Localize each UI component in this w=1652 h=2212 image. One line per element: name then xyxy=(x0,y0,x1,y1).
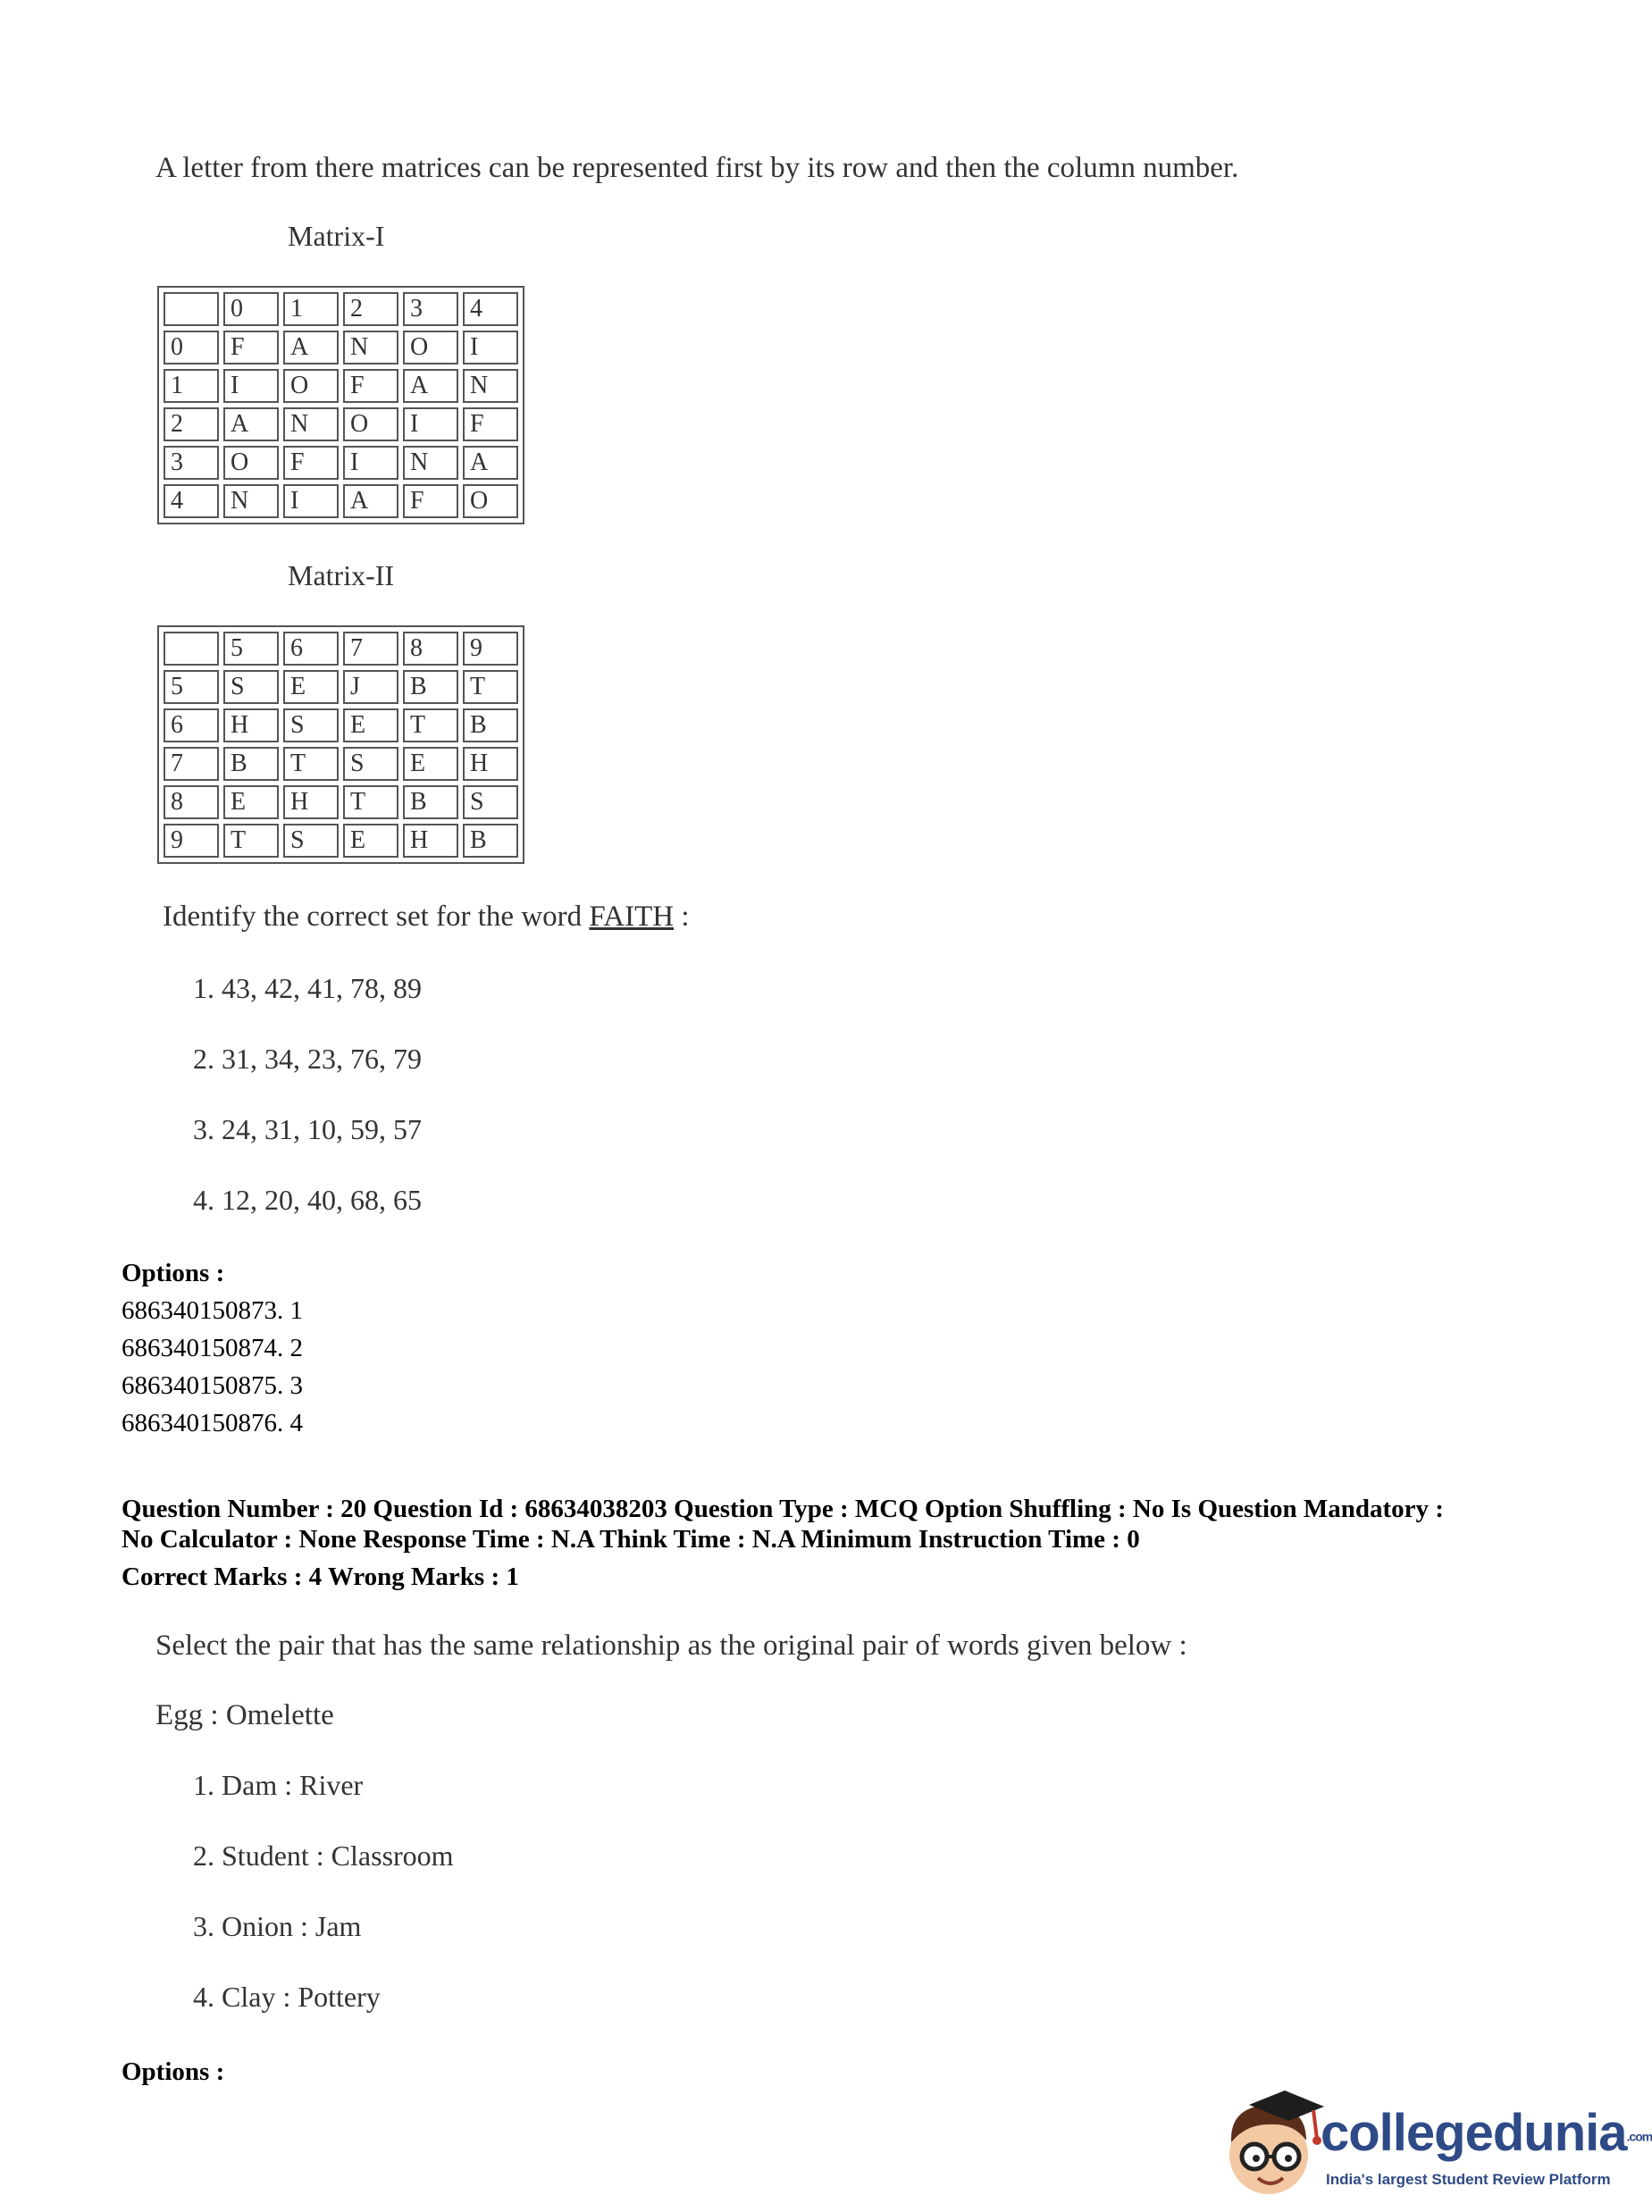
matrix2-row xyxy=(164,670,518,704)
matrix1-cell: F xyxy=(463,407,518,441)
q20-pair: Egg : Omelette xyxy=(155,1699,334,1731)
matrix1-cell: A xyxy=(463,446,518,480)
q19-choice-3: 3. 24, 31, 10, 59, 57 xyxy=(193,1113,422,1145)
matrix1-cell: 3 xyxy=(164,446,219,480)
matrix1-cell: 2 xyxy=(164,407,219,441)
matrix2-cell: H xyxy=(223,708,279,742)
matrix2-cell: E xyxy=(343,708,398,742)
matrix2-cell: 8 xyxy=(164,785,219,819)
q19-option-3: 686340150875. 3 xyxy=(122,1371,303,1400)
q19-prompt-prefix: Identify the correct set for the word xyxy=(163,901,590,933)
q19-prompt-word: FAITH xyxy=(589,901,675,933)
matrix1-cell: N xyxy=(463,369,518,403)
matrix1-cell: 0 xyxy=(164,331,219,364)
q19-choice-2: 2. 31, 34, 23, 76, 79 xyxy=(193,1043,422,1075)
student-mascot-icon xyxy=(1213,2087,1329,2203)
matrix2-cell: 8 xyxy=(403,632,458,666)
matrix2-cell: T xyxy=(463,670,518,704)
matrix2-cell: S xyxy=(343,747,398,781)
matrix2-cell: E xyxy=(223,785,279,819)
matrix2-table xyxy=(157,625,524,864)
matrix1-cell: 2 xyxy=(343,292,398,326)
q19-option-4: 686340150876. 4 xyxy=(122,1409,303,1437)
matrix2-cell: E xyxy=(283,670,339,704)
q19-option-1: 686340150873. 1 xyxy=(122,1296,303,1325)
matrix2-cell: S xyxy=(283,824,339,858)
matrix2-cell: S xyxy=(463,785,518,819)
collegedunia-logo xyxy=(1213,2087,1652,2203)
matrix2-cell: T xyxy=(283,747,339,781)
matrix1-cell: O xyxy=(223,446,279,480)
matrix1-row xyxy=(164,407,518,441)
q20-options-label: Options : xyxy=(122,2057,225,2086)
matrix2-cell: 9 xyxy=(164,824,219,858)
matrix1-table xyxy=(157,286,524,524)
matrix2-cell: 9 xyxy=(463,632,518,666)
matrix1-cell: I xyxy=(463,331,518,364)
matrix2-cell: S xyxy=(223,670,279,704)
matrix2-cell: T xyxy=(223,824,279,858)
matrix1-cell: 1 xyxy=(283,292,339,326)
matrix2-cell: T xyxy=(343,785,398,819)
q19-prompt xyxy=(163,901,690,934)
matrix2-cell: H xyxy=(283,785,339,819)
q19-choice-4: 4. 12, 20, 40, 68, 65 xyxy=(193,1184,422,1216)
matrix1-cell: O xyxy=(403,331,458,364)
matrix2-cell: H xyxy=(463,747,518,781)
q19-choice-1: 1. 43, 42, 41, 78, 89 xyxy=(193,972,422,1004)
q19-intro: A letter from there matrices can be represented first by its row and then the column number. xyxy=(155,152,1239,184)
q20-question: Select the pair that has the same relationship as the original pair of words given below : xyxy=(155,1630,1187,1662)
matrix2-cell: H xyxy=(403,824,458,858)
q20-choice-2: 2. Student : Classroom xyxy=(193,1839,454,1872)
matrix1-cell: F xyxy=(223,331,279,364)
matrix1-cell: O xyxy=(283,369,339,403)
matrix1-cell: O xyxy=(343,407,398,441)
matrix1-header-row xyxy=(164,292,518,326)
matrix2-cell xyxy=(164,632,219,666)
matrix1-cell: I xyxy=(343,446,398,480)
matrix1-cell: 4 xyxy=(463,292,518,326)
matrix1-cell: F xyxy=(403,484,458,518)
matrix1-cell: N xyxy=(283,407,339,441)
matrix2-cell: 7 xyxy=(343,632,398,666)
logo-name-text: collegedunia xyxy=(1321,2104,1627,2162)
logo-name xyxy=(1321,2103,1652,2163)
matrix2-cell: B xyxy=(403,785,458,819)
matrix1-cell: A xyxy=(283,331,339,364)
q20-choice-4: 4. Clay : Pottery xyxy=(193,1981,381,2013)
matrix1-row xyxy=(164,484,518,518)
matrix1-cell xyxy=(164,292,219,326)
q19-option-2: 686340150874. 2 xyxy=(122,1334,303,1362)
matrix2-cell: 5 xyxy=(164,670,219,704)
matrix2-row xyxy=(164,785,518,819)
logo-suffix: .com xyxy=(1626,2129,1652,2144)
q20-choice-1: 1. Dam : River xyxy=(193,1769,364,1801)
q19-options-label: Options : xyxy=(122,1259,225,1287)
matrix1-row xyxy=(164,446,518,480)
matrix2-cell: E xyxy=(403,747,458,781)
matrix1-row xyxy=(164,331,518,364)
matrix1-cell: A xyxy=(403,369,458,403)
matrix1-cell: I xyxy=(403,407,458,441)
matrix1-cell: N xyxy=(343,331,398,364)
q20-meta-line2: No Calculator : None Response Time : N.A Think Time : N.A Minimum Instruction Time : 0 xyxy=(122,1525,1140,1554)
matrix2-cell: E xyxy=(343,824,398,858)
matrix2-cell: B xyxy=(403,670,458,704)
matrix1-row xyxy=(164,369,518,403)
matrix2-row xyxy=(164,824,518,858)
matrix2-cell: 6 xyxy=(164,708,219,742)
matrix1-cell: O xyxy=(463,484,518,518)
matrix1-cell: I xyxy=(283,484,339,518)
matrix1-cell: 1 xyxy=(164,369,219,403)
matrix2-row xyxy=(164,708,518,742)
matrix2-title: Matrix-II xyxy=(288,559,395,591)
matrix2-row xyxy=(164,747,518,781)
q20-choice-3: 3. Onion : Jam xyxy=(193,1910,362,1942)
matrix1-cell: F xyxy=(343,369,398,403)
matrix1-cell: N xyxy=(403,446,458,480)
matrix2-cell: 7 xyxy=(164,747,219,781)
matrix2-cell: J xyxy=(343,670,398,704)
matrix2-cell: 5 xyxy=(223,632,279,666)
matrix2-cell: B xyxy=(463,708,518,742)
matrix2-cell: T xyxy=(403,708,458,742)
q19-prompt-suffix: : xyxy=(674,901,690,933)
matrix1-cell: A xyxy=(223,407,279,441)
matrix1-cell: 0 xyxy=(223,292,279,326)
matrix1-cell: A xyxy=(343,484,398,518)
q20-meta-line1: Question Number : 20 Question Id : 68634038203 Question Type : MCQ Option Shuffling : No Is Question Mandatory : xyxy=(122,1495,1444,1523)
logo-tagline: India's largest Student Review Platform xyxy=(1326,2171,1611,2188)
matrix2-cell: S xyxy=(283,708,339,742)
matrix2-header-row xyxy=(164,632,518,666)
matrix1-cell: 3 xyxy=(403,292,458,326)
matrix1-title: Matrix-I xyxy=(288,220,385,252)
q20-meta-line3: Correct Marks : 4 Wrong Marks : 1 xyxy=(122,1563,519,1591)
matrix2-cell: B xyxy=(463,824,518,858)
matrix2-cell: 6 xyxy=(283,632,339,666)
matrix1-cell: 4 xyxy=(164,484,219,518)
matrix2-cell: B xyxy=(223,747,279,781)
matrix1-cell: N xyxy=(223,484,279,518)
matrix1-cell: F xyxy=(283,446,339,480)
matrix1-cell: I xyxy=(223,369,279,403)
